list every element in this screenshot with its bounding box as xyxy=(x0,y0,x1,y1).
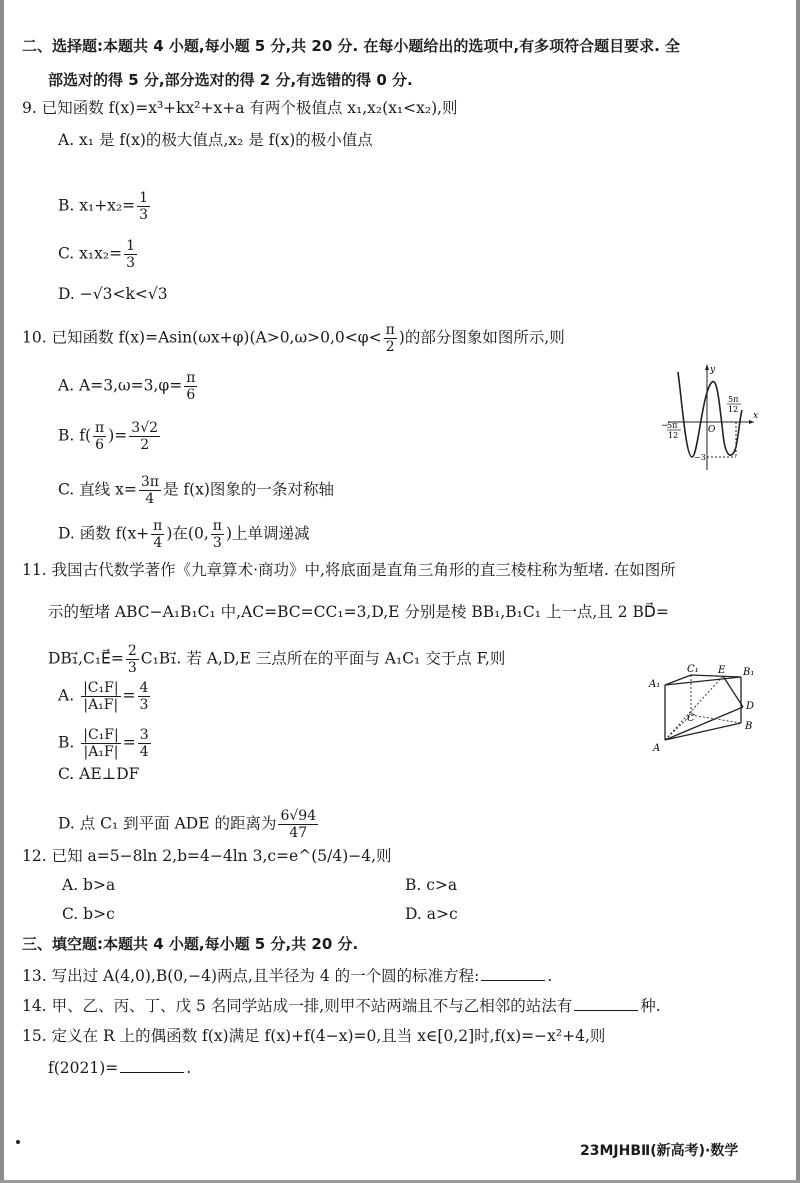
page-footer: 23MJHBⅡ(新高考)·数学 xyxy=(580,1143,739,1159)
q11-stem-line1: 11. 我国古代数学著作《九章算术·商功》中,将底面是直角三角形的直三棱柱称为堑堵. 在如图所 xyxy=(22,561,676,579)
denominator: |A₁F| xyxy=(83,744,119,760)
fraction xyxy=(124,238,137,271)
numerator: 3 xyxy=(139,727,149,743)
text: D. 函数 f(x+ xyxy=(58,524,150,543)
numerator: π xyxy=(186,370,196,386)
segment-de xyxy=(723,676,743,707)
answer-blank[interactable] xyxy=(481,966,545,981)
q10-option-b xyxy=(58,420,162,453)
q9-option-a: A. x₁ 是 f(x)的极大值点,x₂ 是 f(x)的极小值点 xyxy=(58,131,373,149)
label-b1: B₁ xyxy=(743,667,755,678)
fraction xyxy=(126,643,139,676)
y-label: y xyxy=(710,365,716,375)
numerator: 6√94 xyxy=(280,808,317,824)
label-c1: C₁ xyxy=(687,664,699,675)
text: 是 f(x)图象的一条对称轴 xyxy=(162,480,334,499)
numerator: 4 xyxy=(139,680,149,696)
numerator: 3√2 xyxy=(131,420,159,436)
x-label: x xyxy=(753,411,759,421)
text: D. 点 C₁ 到平面 ADE 的距离为 xyxy=(58,814,277,833)
q15-line2 xyxy=(48,1058,191,1078)
fraction xyxy=(384,322,397,355)
text: )在(0, xyxy=(166,524,209,543)
scan-edge-right xyxy=(796,0,800,1183)
text: B. x₁+x₂= xyxy=(58,196,136,215)
numerator: |C₁F| xyxy=(83,680,119,696)
text: 10. 已知函数 f(x)=Asin(ωx+φ)(A>0,ω>0,0<φ< xyxy=(22,328,382,347)
label-a1: A₁ xyxy=(649,679,661,690)
denominator: 3 xyxy=(127,660,137,676)
numerator: |C₁F| xyxy=(83,727,119,743)
denominator: 3 xyxy=(139,207,149,223)
fraction xyxy=(211,518,224,551)
numerator: 3π xyxy=(140,474,159,490)
fraction xyxy=(138,727,151,760)
q10-option-c xyxy=(58,474,334,507)
q13 xyxy=(22,966,552,986)
answer-blank[interactable] xyxy=(574,996,638,1011)
sine-curve xyxy=(678,372,742,457)
text: C₁B₁⃗. 若 A,D,E 三点所在的平面与 A₁C₁ 交于点 F,则 xyxy=(140,649,506,668)
origin-label: O xyxy=(708,425,716,435)
right-tick-den: 12 xyxy=(728,405,739,414)
fraction xyxy=(138,680,151,713)
denominator: 3 xyxy=(139,697,149,713)
text: 13. 写出过 A(4,0),B(0,−4)两点,且半径为 4 的一个圆的标准方程: xyxy=(22,967,480,985)
text: = xyxy=(122,733,136,752)
q10-stem xyxy=(22,322,565,355)
denominator: 47 xyxy=(289,825,308,841)
numerator: 2 xyxy=(127,643,137,659)
text: 种. xyxy=(640,997,661,1015)
denominator: 2 xyxy=(140,437,150,453)
fraction xyxy=(184,370,197,403)
text: 14. 甲、乙、丙、丁、戊 5 名同学站成一排,则甲不站两端且不与乙相邻的站法有 xyxy=(22,997,573,1015)
numerator: 1 xyxy=(139,190,149,206)
label-b: B xyxy=(745,721,753,732)
text: B. xyxy=(58,733,80,752)
text: = xyxy=(122,686,136,705)
q12-stem: 12. 已知 a=5−8ln 2,b=4−4ln 3,c=e^(5/4)−4,则 xyxy=(22,847,392,865)
segment-ad xyxy=(665,707,743,740)
scan-edge-left xyxy=(0,0,4,1183)
fraction xyxy=(278,808,318,841)
edge-c1b1 xyxy=(691,675,741,677)
label-a: A xyxy=(653,743,661,753)
q10-option-d xyxy=(58,518,310,551)
denominator: 4 xyxy=(139,744,149,760)
q12-option-b: B. c>a xyxy=(405,876,458,894)
fraction xyxy=(93,420,106,453)
denominator: 2 xyxy=(385,339,395,355)
numerator: π xyxy=(212,518,222,534)
answer-blank[interactable] xyxy=(120,1058,184,1073)
q9-option-c xyxy=(58,238,139,271)
fraction xyxy=(139,474,161,507)
text: DB₁⃗,C₁E⃗= xyxy=(48,649,124,668)
numerator: π xyxy=(385,322,395,338)
q9-option-d: D. −√3<k<√3 xyxy=(58,285,168,303)
sine-graph-figure xyxy=(660,362,760,472)
fraction xyxy=(137,190,150,223)
label-c: C xyxy=(687,713,695,724)
q15-line1: 15. 定义在 R 上的偶函数 f(x)满足 f(x)+f(4−x)=0,且当 x∈[0,2]时,f(x)=−x²+4,则 xyxy=(22,1027,606,1045)
numerator: 1 xyxy=(126,238,135,254)
text: . xyxy=(547,967,553,985)
q9-option-b xyxy=(58,190,152,223)
text: A. xyxy=(58,686,80,705)
text: )的部分图象如图所示,则 xyxy=(398,328,565,347)
fraction xyxy=(81,680,120,713)
q10-option-a xyxy=(58,370,199,403)
numerator: π xyxy=(153,518,163,534)
denominator: 3 xyxy=(126,255,135,271)
denominator: 6 xyxy=(186,387,196,403)
q11-option-a xyxy=(58,680,152,713)
numerator: π xyxy=(95,420,105,436)
section2-heading: 二、选择题:本题共 4 小题,每小题 5 分,共 20 分. 在每小题给出的选项中,有多项符合题目要求. 全 xyxy=(22,37,681,55)
text: f(2021)= xyxy=(48,1059,119,1077)
q14 xyxy=(22,996,661,1016)
edge-cb xyxy=(691,715,741,723)
left-tick-num: 5π xyxy=(667,421,678,430)
fraction xyxy=(129,420,160,453)
text: )= xyxy=(108,426,128,445)
q12-option-a: A. b>a xyxy=(62,876,116,894)
edge-ab xyxy=(665,723,741,740)
text: C. x₁x₂= xyxy=(58,244,123,263)
fraction xyxy=(81,727,120,760)
min-label: −3 xyxy=(694,453,706,462)
section2-heading-cont: 部选对的得 5 分,部分选对的得 2 分,有选错的得 0 分. xyxy=(48,71,413,89)
text: . xyxy=(186,1059,192,1077)
q11-option-b xyxy=(58,727,153,760)
fraction xyxy=(151,518,164,551)
denominator: 4 xyxy=(153,535,163,551)
text: C. 直线 x= xyxy=(58,480,137,499)
q11-option-d xyxy=(58,808,320,841)
label-d: D xyxy=(746,701,755,712)
segment-ae xyxy=(665,676,723,740)
left-tick-den: 12 xyxy=(668,431,679,440)
left-tick-sign: − xyxy=(661,421,669,431)
denominator: 4 xyxy=(145,491,155,507)
prism-figure xyxy=(645,663,765,753)
denominator: |A₁F| xyxy=(83,697,119,713)
label-e: E xyxy=(718,665,726,676)
q9-stem: 9. 已知函数 f(x)=x³+kx²+x+a 有两个极值点 x₁,x₂(x₁<x₂),则 xyxy=(22,99,458,117)
right-tick-num: 5π xyxy=(728,395,739,404)
section3-heading: 三、填空题:本题共 4 小题,每小题 5 分,共 20 分. xyxy=(22,935,359,953)
q11-option-c: C. AE⊥DF xyxy=(58,765,140,783)
text: B. f( xyxy=(58,426,92,445)
y-axis-arrow-icon xyxy=(705,364,709,370)
q11-stem-line2: 示的堑堵 ABC−A₁B₁C₁ 中,AC=BC=CC₁=3,D,E 分别是棱 BB₁,B₁C₁ 上一点,且 2 BD⃗= xyxy=(48,603,669,621)
text: )上单调递减 xyxy=(225,524,310,543)
text: A. A=3,ω=3,φ= xyxy=(58,376,183,395)
denominator: 3 xyxy=(212,535,222,551)
q11-stem-line3 xyxy=(48,643,505,676)
scan-speck xyxy=(16,1140,20,1144)
q12-option-c: C. b>c xyxy=(62,905,115,923)
q12-option-d: D. a>c xyxy=(405,905,458,923)
denominator: 6 xyxy=(95,437,105,453)
